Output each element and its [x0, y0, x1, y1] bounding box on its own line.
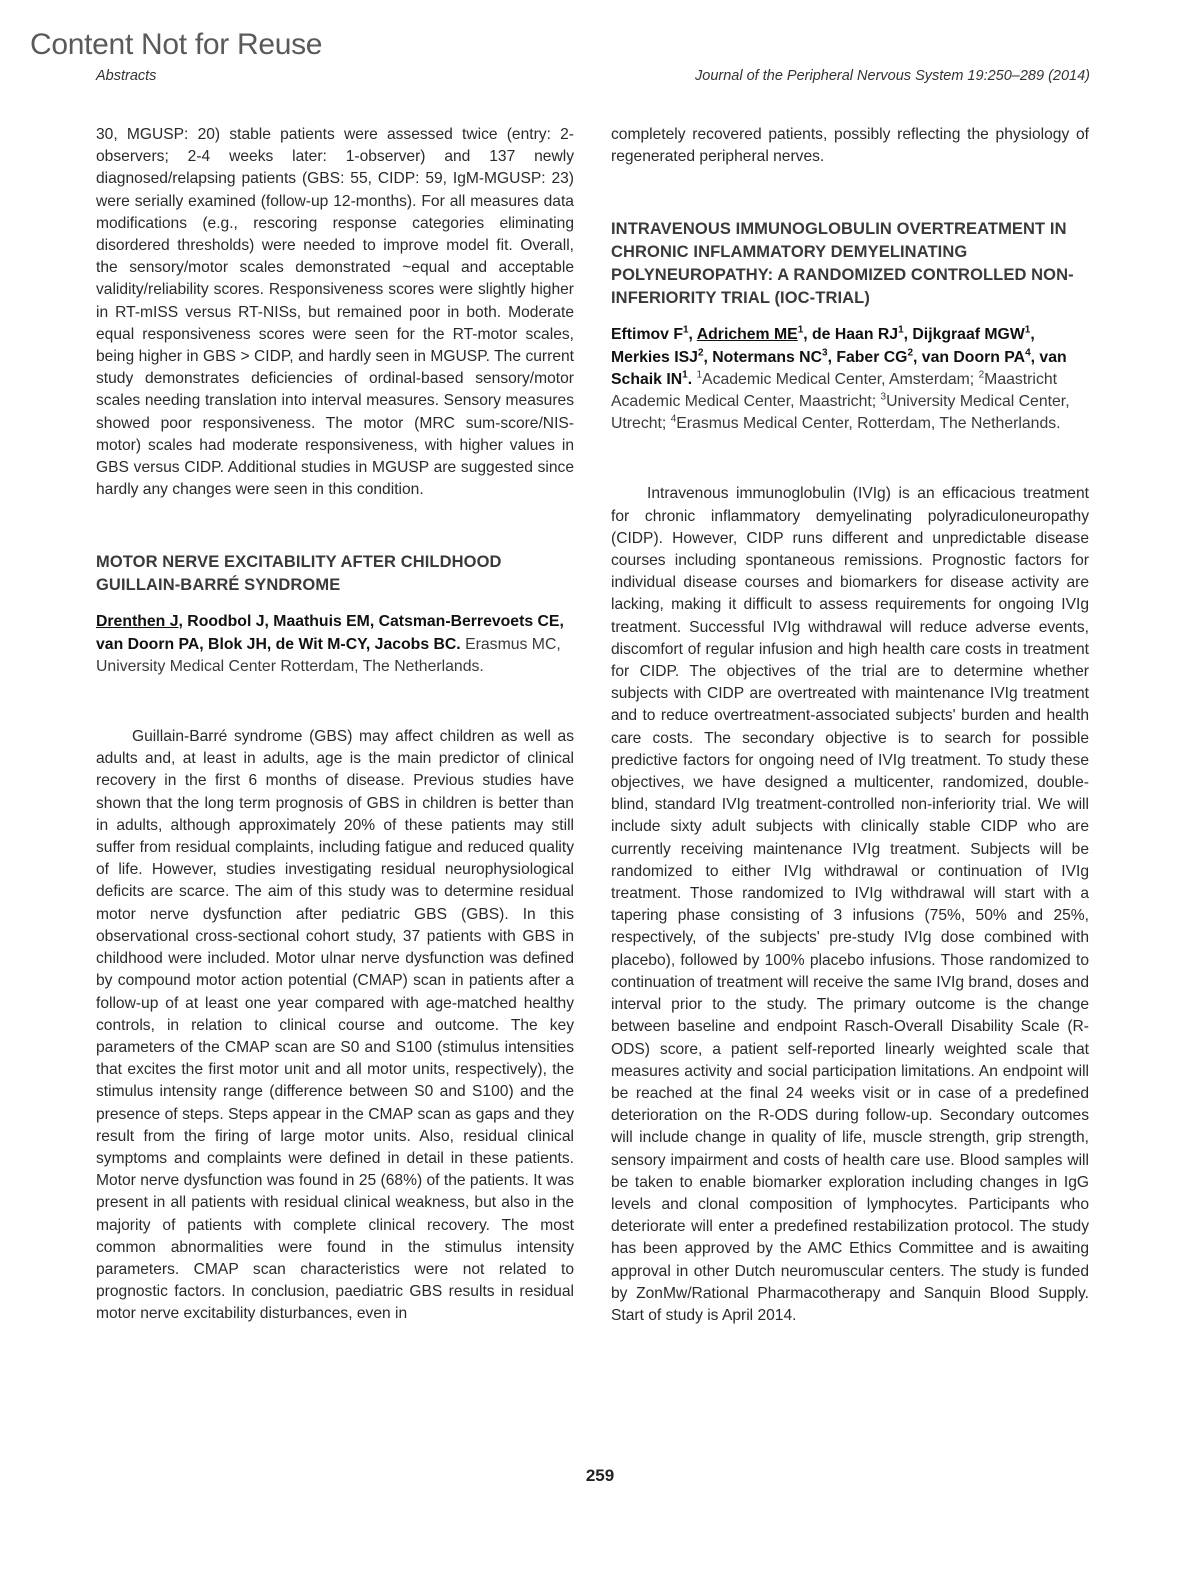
header-section: Abstracts: [96, 68, 157, 84]
continued-abstract-text: 30, MGUSP: 20) stable patients were assessed twice (entry: 2-observers; 2-4 weeks later: 1-observer) and 137 newly diagnosed/relapsing patients (GBS: 55, CIDP: 59, IgM-MGUSP: 23) were serially examined (follow-up 12-months). For all measures data modifications (e.g., rescoring response categories eliminating disordered thresholds) were needed to improve model fit. Overall, the sensory/motor scales demonstrated ~equal and acceptable validity/reliability scores. Responsiveness scores were slightly higher in RT-mISS versus RT-NISs, but remained poor in both. Moderate equal responsiveness scores were seen for the RT-motor scales, being higher in GBS > CIDP, and hardly seen in MGUSP. The current study demonstrates deficiencies of ordinal-based sensory/motor scales needing translation into interval measures. Sensory measures showed poor responsiveness. The motor (MRC sum-score/NIS-motor) scales had moderate responsiveness, with higher values in GBS versus CIDP. Additional studies in MGUSP are suggested since hardly any changes were seen in this condition.: [96, 126, 574, 499]
presenting-author: Adrichem ME: [696, 326, 798, 344]
abstract-title-ivig: INTRAVENOUS IMMUNOGLOBULIN OVERTREATMENT IN CHRONIC INFLAMMATORY DEMYELINATING POLYNEUROPATHY: A RANDOMIZED CONTROLLED NON-INFERIORITY TRIAL (IOC-TRIAL): [611, 220, 1074, 308]
author-list-ivig: Eftimov $F^1$, Adrichem $ME^1$, de Haan $RJ^1$, Dijkgraaf MGW$^1$, Merkies ISJ$^2$, Notermans $NC^3$, Faber $CG^2$, van Doorn $PA^4$, van Schaik $IN^1$. $^1$Academic Medical Center, Amsterdam; $^2$Maastricht Academic Medical Center, Maastricht; $^3$University Medical Center, Utrecht; $^4$Erasmus Medical Center, Rotterdam, The Netherlands.: [611, 325, 1070, 433]
watermark: Content Not for Reuse: [30, 28, 323, 61]
presenting-author: Drenthen J: [96, 613, 179, 631]
affiliations: $^1$Academic Medical Center, Amsterdam; $^2$Maastricht Academic Medical Center, Maastricht; $^3$University Medical Center, Utrecht; $^4$Erasmus Medical Center, Rotterdam, The Netherlands.: [611, 369, 1070, 433]
co-authors: , Roodbol J, Maathuis EM, Catsman-Berrevoets CE, van Doorn PA, Blok JH, de Wit M-CY, Jacobs BC.: [96, 613, 564, 653]
running-head: [96, 68, 1090, 84]
abstract-body-ivig: Intravenous immunoglobulin (IVIg) is an efficacious treatment for chronic inflammatory demyelinating polyradiculoneuropathy (CIDP). However, CIDP runs different and unpredictable disease courses including spontaneous remissions. Prognostic factors for individual disease courses and biomarkers for disease activity are lacking, making it difficult to assess requirements for ongoing IVIg treatment. Successful IVIg withdrawal will reduce adverse events, discomfort of regular infusion and high health care costs in treatment for CIDP. The objectives of the trial are to determine whether subjects with CIDP are overtreated with maintenance IVIg treatment and to reduce overtreatment-associated subjects' burden and health care costs. The secondary objective is to search for possible predictive factors for ongoing need of IVIg treatment. To study these objectives, we have designed a multicenter, randomized, double-blind, standard IVIg treatment-controlled non-inferiority trial. We will include sixty adult subjects with clinically stable CIDP who are currently receiving maintenance IVIg treatment. Subjects will be randomized to either IVIg withdrawal or continuation of IVIg treatment. Those randomized to IVIg withdrawal will start with a tapering phase consisting of 3 infusions (75%, 50% and 25%, respectively, of the subjects' pre-study IVIg dose combined with placebo), followed by 100% placebo infusions. Those randomized to continuation of treatment will receive the same IVIg brand, doses and interval prior to the study. The primary outcome is the change between baseline and endpoint Rasch-Overall Disability Scale (R-ODS) score, a patient self-reported linearly weighted scale that measures activity and social participation limitations. An endpoint will be reached at the final 24 weeks visit or in case of a predefined deterioration on the R-ODS during follow-up. Secondary outcomes will include change in quality of life, muscle strength, grip strength, sensory impairment and costs of health care use. Blood samples will be taken to enable biomarker exploration including changes in IgG levels and clonal composition of lymphocytes. Participants who deteriorate will enter a predefined restabilization protocol. The study has been approved by the AMC Ethics Committee and is awaiting approval in other Dutch neuromuscular centers. The study is funded by ZonMw/Rational Pharmacotherapy and Sanquin Blood Supply. Start of study is April 2014.: [611, 485, 1089, 1324]
header-journal: Journal of the Peripheral Nervous System 19:250–289 (2014): [695, 68, 1090, 84]
abstract-title-motor-nerve: MOTOR NERVE EXCITABILITY AFTER CHILDHOOD GUILLAIN-BARRÉ SYNDROME: [96, 553, 502, 595]
page-number: 259: [585, 1466, 615, 1485]
author-list-motor-nerve: [96, 611, 574, 678]
affiliation: Erasmus MC, University Medical Center Rotterdam, The Netherlands.: [96, 635, 561, 675]
abstract-body-motor-nerve: Guillain-Barré syndrome (GBS) may affect children as well as adults and, at least in adults, age is the main predictor of clinical recovery in the first 6 months of disease. Previous studies have shown that the long term prognosis of GBS in children is better than in adults, although approximately 20% of these patients may still suffer from residual complaints, including fatigue and reduced quality of life. However, studies investigating residual neurophysiological deficits are scarce. The aim of this study was to determine residual motor nerve dysfunction after pediatric GBS (GBS). In this observational cross-sectional cohort study, 37 patients with GBS in childhood were included. Motor ulnar nerve dysfunction was defined by compound motor action potential (CMAP) scan in patients after a follow-up of at least one year compared with age-matched healthy controls, in relation to clinical course and outcome. The key parameters of the CMAP scan are S0 and S100 (stimulus intensities that excites the first motor unit and all motor units, respectively), the stimulus intensity range (difference between S0 and S100) and the presence of steps. Steps appear in the CMAP scan as gaps and they result from the firing of large motor units. Also, residual clinical symptoms and complaints were defined in detail in these patients. Motor nerve dysfunction was found in 25 (68%) of the patients. It was present in all patients with residual clinical weakness, but also in the majority of patients with complete clinical recovery. The most common abnormalities were found in the stimulus intensity parameters. CMAP scan characteristics were not related to prognostic factors. In conclusion, paediatric GBS results in residual motor nerve excitability disturbances, even in: [96, 728, 574, 1323]
right-column: [611, 124, 1089, 1327]
left-column: [96, 124, 574, 1326]
continued-abstract-text: completely recovered patients, possibly reflecting the physiology of regenerated peripheral nerves.: [611, 126, 1089, 166]
